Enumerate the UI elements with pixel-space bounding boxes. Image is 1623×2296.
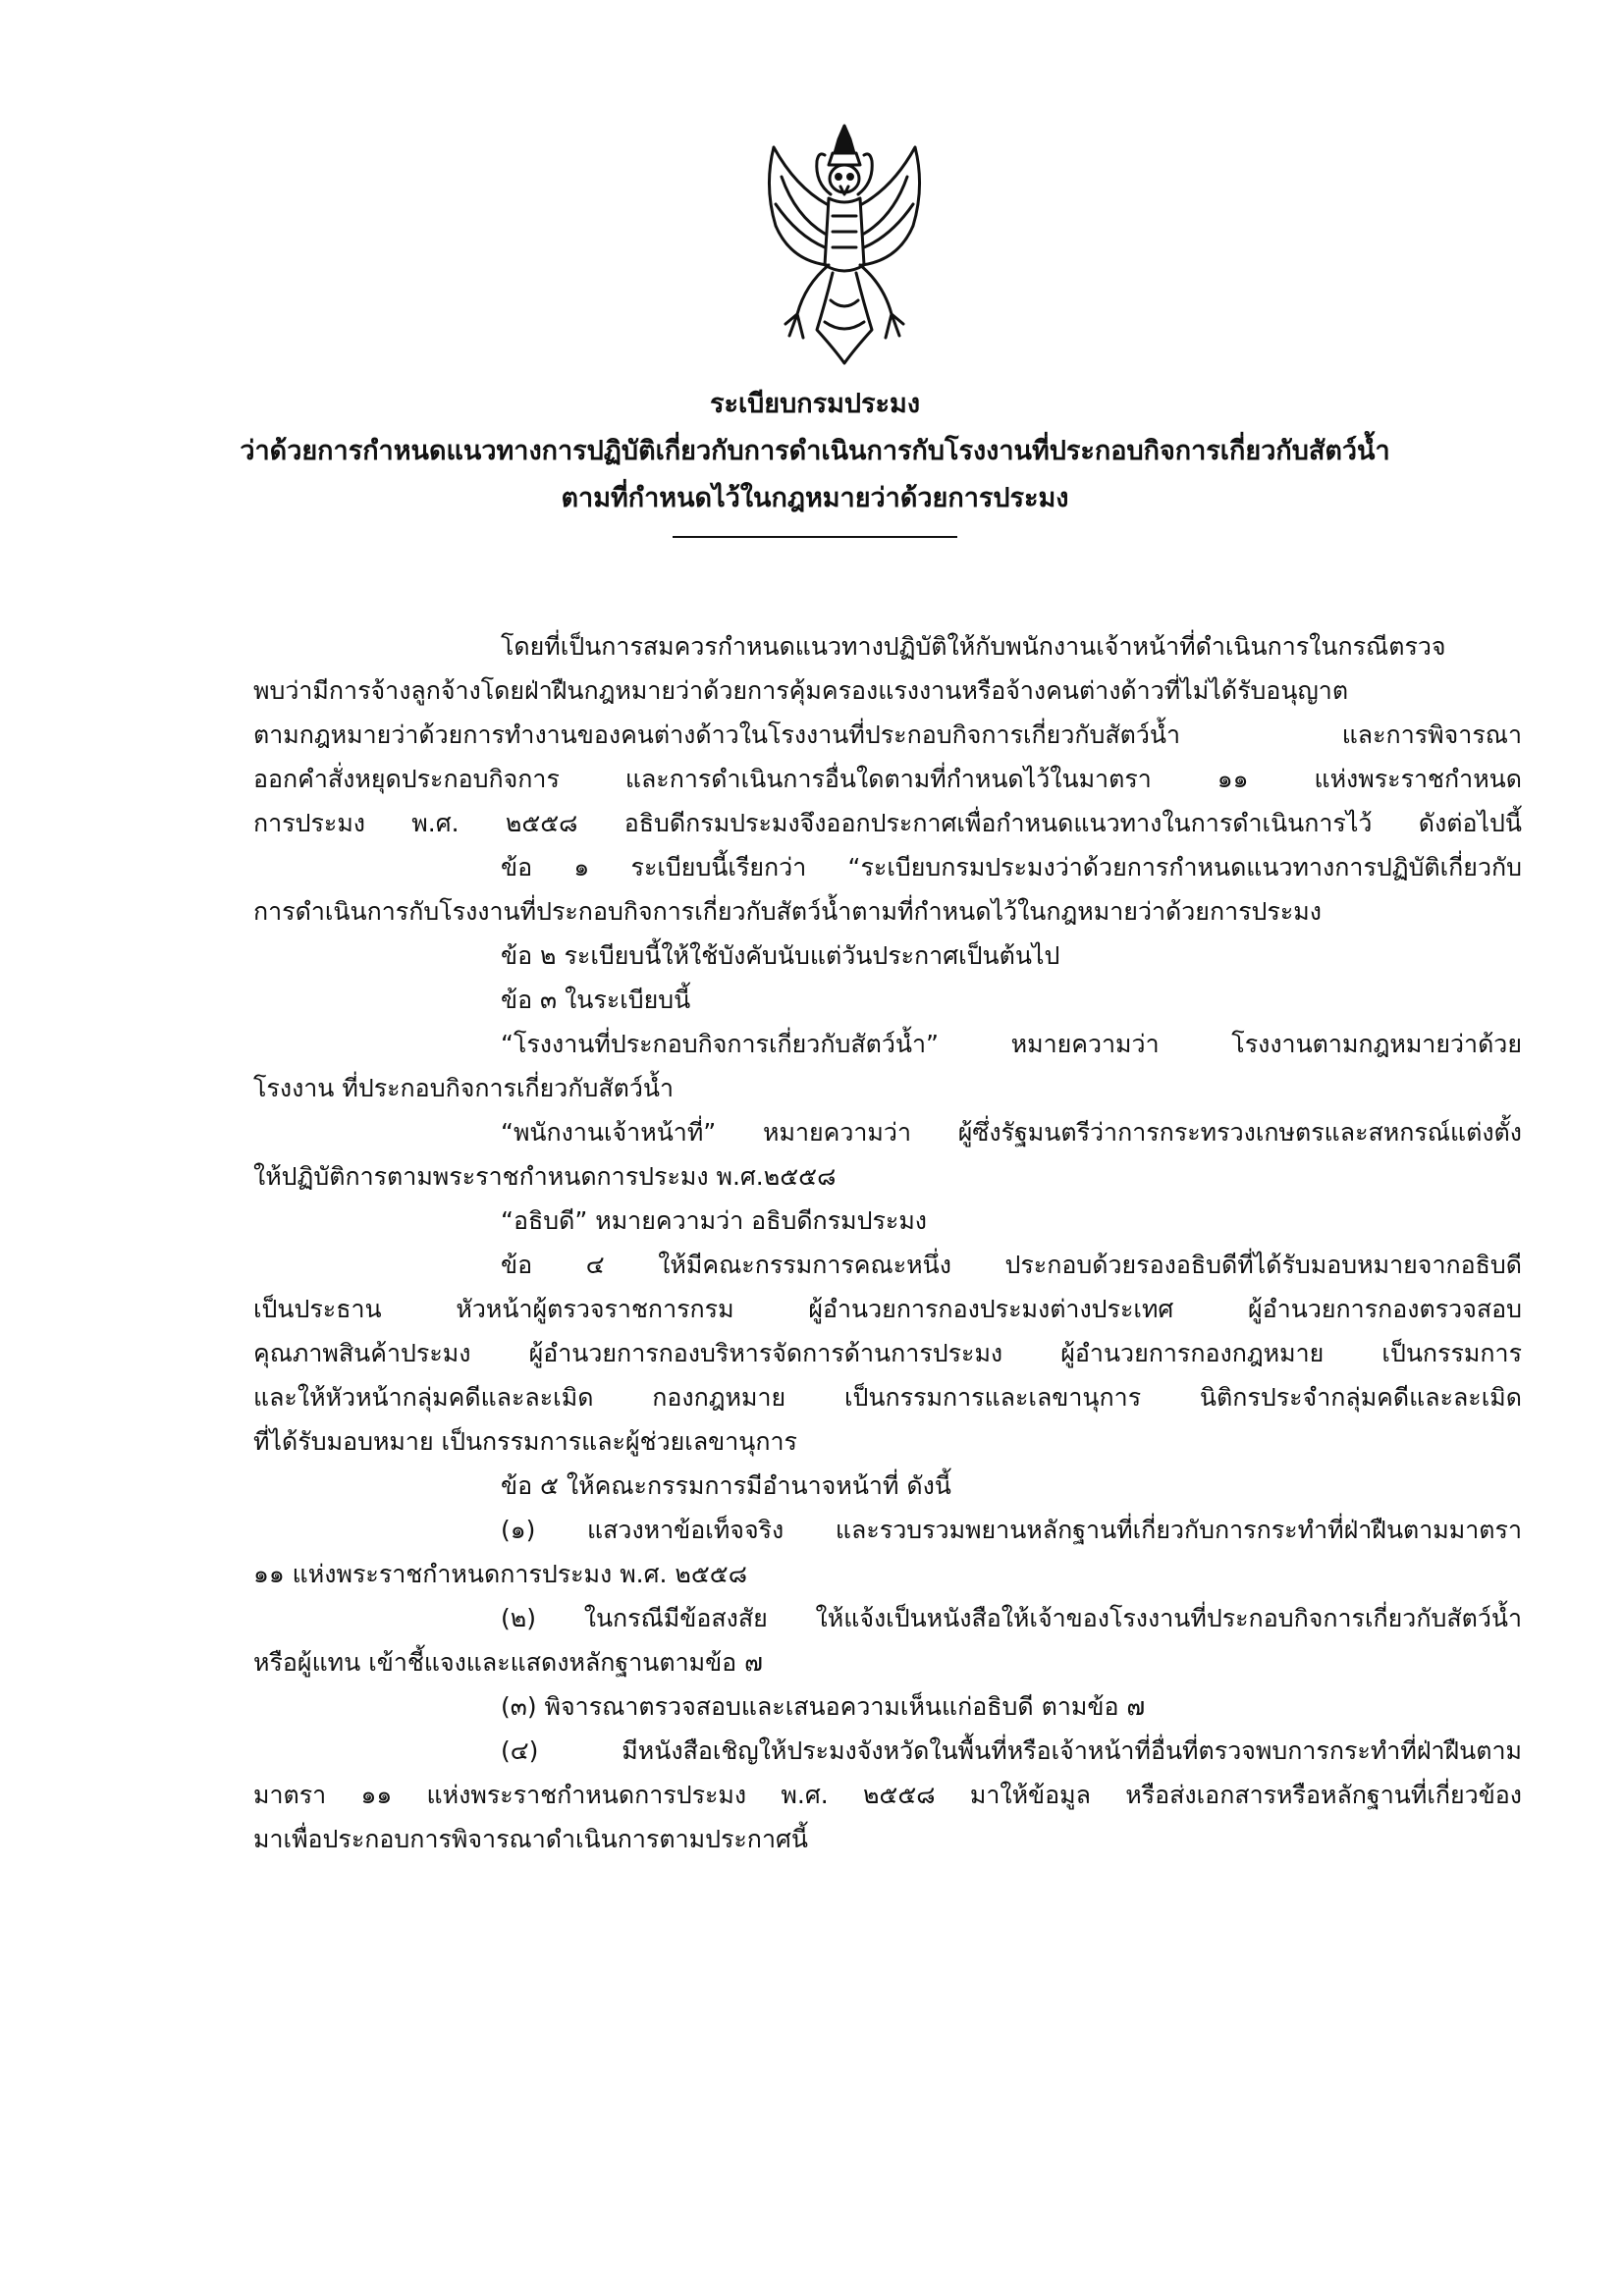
body-line: (๒) ในกรณีมีข้อสงสัย ให้แจ้งเป็นหนังสือให้เจ้าของโรงงานที่ประกอบกิจการเกี่ยวกับสัตว์น้ำ [501, 1604, 1522, 1632]
title-underline [673, 536, 957, 538]
document-subtitle-line-1: ว่าด้วยการกำหนดแนวทางการปฏิบัติเกี่ยวกับการดำเนินการกับโรงงานที่ประกอบกิจการเกี่ยวกับสัตว์น้ำ [240, 436, 1390, 466]
body-line: ๑๑ แห่งพระราชกำหนดการประมง พ.ศ. ๒๕๕๘ [253, 1560, 747, 1588]
body-line: “พนักงานเจ้าหน้าที่” หมายความว่า ผู้ซึ่งรัฐมนตรีว่าการกระทรวงเกษตรและสหกรณ์แต่งตั้ง [501, 1118, 1522, 1147]
body-line: ให้ปฏิบัติการตามพระราชกำหนดการประมง พ.ศ.๒๕๕๘ [253, 1162, 837, 1191]
document-header [147, 381, 1483, 538]
body-line: การดำเนินการกับโรงงานที่ประกอบกิจการเกี่ยวกับสัตว์น้ำตามที่กำหนดไว้ในกฎหมายว่าด้วยการประมง [253, 897, 1322, 926]
body-line: “อธิบดี” หมายความว่า อธิบดีกรมประมง [501, 1206, 928, 1235]
body-line: คุณภาพสินค้าประมง ผู้อำนวยการกองบริหารจัดการด้านการประมง ผู้อำนวยการกองกฎหมาย เป็นกรรมการ [253, 1339, 1522, 1367]
body-line: และให้หัวหน้ากลุ่มคดีและละเมิด กองกฎหมาย เป็นกรรมการและเลขานุการ นิติกรประจำกลุ่มคดีและละเมิด [253, 1383, 1522, 1412]
body-line: ตามกฎหมายว่าด้วยการทำงานของคนต่างด้าวในโรงงานที่ประกอบกิจการเกี่ยวกับสัตว์น้ำ และการพิจารณา [253, 721, 1522, 749]
body-line: ที่ได้รับมอบหมาย เป็นกรรมการและผู้ช่วยเลขานุการ [253, 1427, 797, 1456]
body-line: (๑) แสวงหาข้อเท็จจริง และรวบรวมพยานหลักฐานที่เกี่ยวกับการกระทำที่ฝ่าฝืนตามมาตรา [501, 1516, 1522, 1544]
body-line: ออกคำสั่งหยุดประกอบกิจการ และการดำเนินการอื่นใดตามที่กำหนดไว้ในมาตรา ๑๑ แห่งพระราชกำหนด [253, 765, 1522, 793]
body-line: (๔) มีหนังสือเชิญให้ประมงจังหวัดในพื้นที่หรือเจ้าหน้าที่อื่นที่ตรวจพบการกระทำที่ฝ่าฝืนตาม [501, 1736, 1522, 1765]
body-line: ข้อ ๓ ในระเบียบนี้ [501, 986, 691, 1014]
document-body [253, 624, 1522, 1861]
body-line: “โรงงานที่ประกอบกิจการเกี่ยวกับสัตว์น้ำ” หมายความว่า โรงงานตามกฎหมายว่าด้วย [501, 1030, 1522, 1058]
body-line: มาตรา ๑๑ แห่งพระราชกำหนดการประมง พ.ศ. ๒๕๕๘ มาให้ข้อมูล หรือส่งเอกสารหรือหลักฐานที่เกี่ยวข้อง [253, 1781, 1522, 1809]
body-line: หรือผู้แทน เข้าชี้แจงและแสดงหลักฐานตามข้อ ๗ [253, 1648, 763, 1677]
body-line: เป็นประธาน หัวหน้าผู้ตรวจราชการกรม ผู้อำนวยการกองประมงต่างประเทศ ผู้อำนวยการกองตรวจสอบ [253, 1295, 1522, 1323]
body-line: ข้อ ๑ ระเบียบนี้เรียกว่า “ระเบียบกรมประมงว่าด้วยการกำหนดแนวทางการปฏิบัติเกี่ยวกับ [501, 853, 1522, 881]
document-subtitle-line-2: ตามที่กำหนดไว้ในกฎหมายว่าด้วยการประมง [561, 483, 1069, 513]
body-line: ข้อ ๕ ให้คณะกรรมการมีอำนาจหน้าที่ ดังนี้ [501, 1471, 951, 1500]
body-line: (๓) พิจารณาตรวจสอบและเสนอความเห็นแก่อธิบดี ตามข้อ ๗ [501, 1692, 1146, 1721]
body-line: ข้อ ๒ ระเบียบนี้ให้ใช้บังคับนับแต่วันประกาศเป็นต้นไป [501, 941, 1060, 970]
body-line: ข้อ ๔ ให้มีคณะกรรมการคณะหนึ่ง ประกอบด้วยรองอธิบดีที่ได้รับมอบหมายจากอธิบดี [501, 1251, 1522, 1279]
document-title: ระเบียบกรมประมง [709, 389, 921, 419]
body-line: โดยที่เป็นการสมควรกำหนดแนวทางปฏิบัติให้กับพนักงานเจ้าหน้าที่ดำเนินการในกรณีตรวจ [501, 632, 1446, 661]
body-line: มาเพื่อประกอบการพิจารณาดำเนินการตามประกาศนี้ [253, 1825, 808, 1853]
body-line: พบว่ามีการจ้างลูกจ้างโดยฝ่าฝืนกฎหมายว่าด้วยการคุ้มครองแรงงานหรือจ้างคนต่างด้าวที่ไม่ได้รับอนุญาต [253, 676, 1349, 705]
garuda-emblem-icon [746, 118, 943, 373]
body-line: การประมง พ.ศ. ๒๕๕๘ อธิบดีกรมประมงจึงออกประกาศเพื่อกำหนดแนวทางในการดำเนินการไว้ ดังต่อไปนี้ [253, 809, 1522, 837]
body-line: โรงงาน ที่ประกอบกิจการเกี่ยวกับสัตว์น้ำ [253, 1074, 674, 1102]
